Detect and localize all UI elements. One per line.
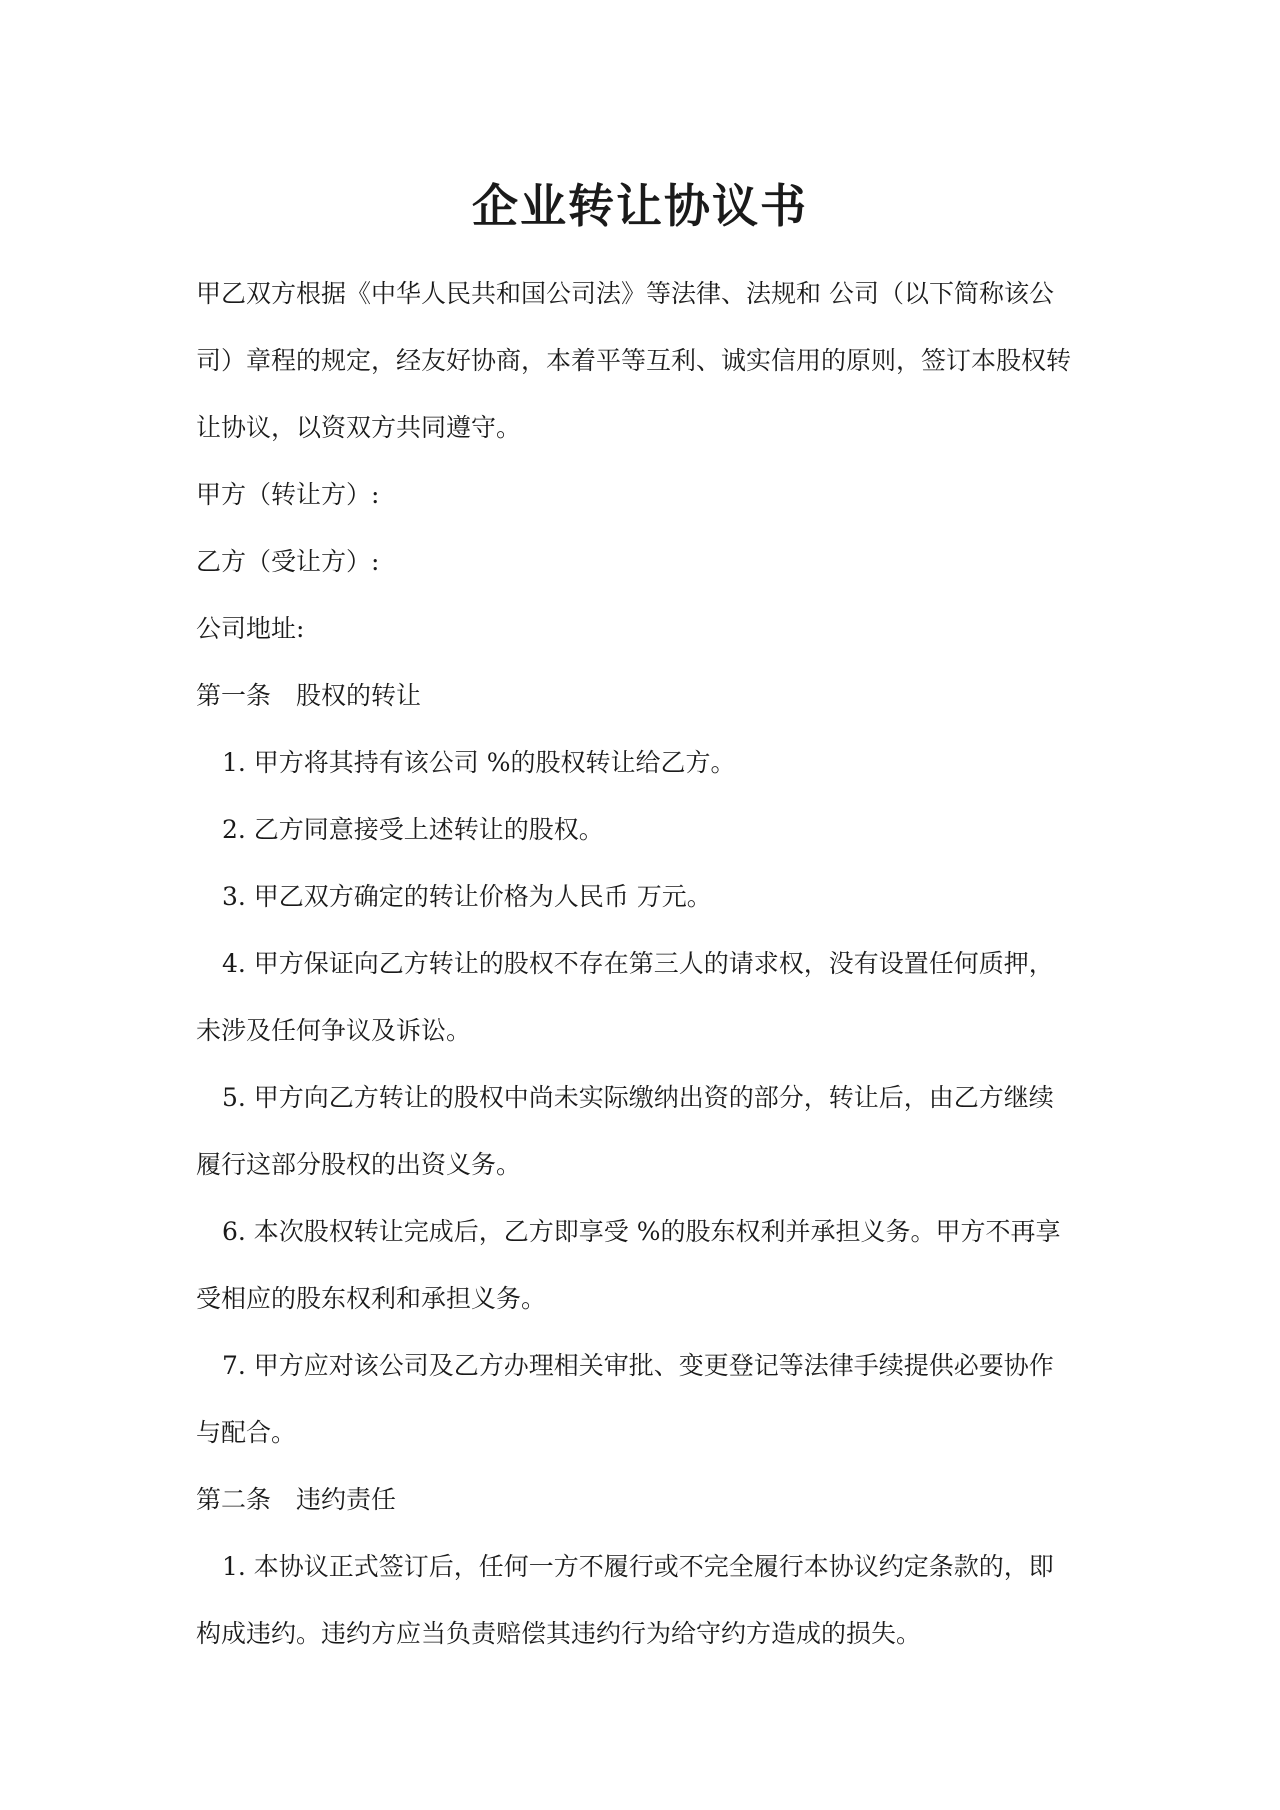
article1-item-7: 7. 甲方应对该公司及乙方办理相关审批、变更登记等法律手续提供必要协作 — [222, 1351, 1054, 1380]
article2-item-1-cont: 构成违约。违约方应当负责赔偿其违约行为给守约方造成的损失。 — [196, 1619, 922, 1648]
company-address-label: 公司地址: — [196, 614, 305, 643]
preamble-line: 让协议，以资双方共同遵守。 — [196, 413, 522, 442]
article1-item-4-cont: 未涉及任何争议及诉讼。 — [196, 1016, 472, 1045]
document-title: 企业转让协议书 — [472, 179, 808, 233]
preamble-line: 司）章程的规定，经友好协商，本着平等互利、诚实信用的原则，签订本股权转 — [196, 346, 1072, 375]
article1-item-6: 6. 本次股权转让完成后，乙方即享受 %的股东权利并承担义务。甲方不再享 — [222, 1217, 1061, 1246]
article1-item-6-cont: 受相应的股东权利和承担义务。 — [196, 1284, 547, 1313]
preamble-line: 甲乙双方根据《中华人民共和国公司法》等法律、法规和 公司（以下简称该公 — [196, 279, 1054, 308]
article2-item-1: 1. 本协议正式签订后，任何一方不履行或不完全履行本协议约定条款的，即 — [222, 1552, 1054, 1581]
document-body — [196, 260, 1096, 1667]
article1-item-5-cont: 履行这部分股权的出资义务。 — [196, 1150, 522, 1179]
article1-item-3: 3. 甲乙双方确定的转让价格为人民币 万元。 — [222, 882, 712, 911]
article1-heading: 第一条 股权的转让 — [196, 681, 422, 710]
article1-item-4: 4. 甲方保证向乙方转让的股权不存在第三人的请求权，没有设置任何质押， — [222, 949, 1054, 978]
article2-heading: 第二条 违约责任 — [196, 1485, 397, 1514]
party-a-label: 甲方（转让方）: — [196, 480, 380, 509]
party-b-label: 乙方（受让方）: — [196, 547, 380, 576]
article1-item-2: 2. 乙方同意接受上述转让的股权。 — [222, 815, 604, 844]
article1-item-1: 1. 甲方将其持有该公司 %的股权转让给乙方。 — [222, 748, 736, 777]
article1-item-5: 5. 甲方向乙方转让的股权中尚未实际缴纳出资的部分，转让后，由乙方继续 — [222, 1083, 1054, 1112]
article1-item-7-cont: 与配合。 — [196, 1418, 297, 1447]
